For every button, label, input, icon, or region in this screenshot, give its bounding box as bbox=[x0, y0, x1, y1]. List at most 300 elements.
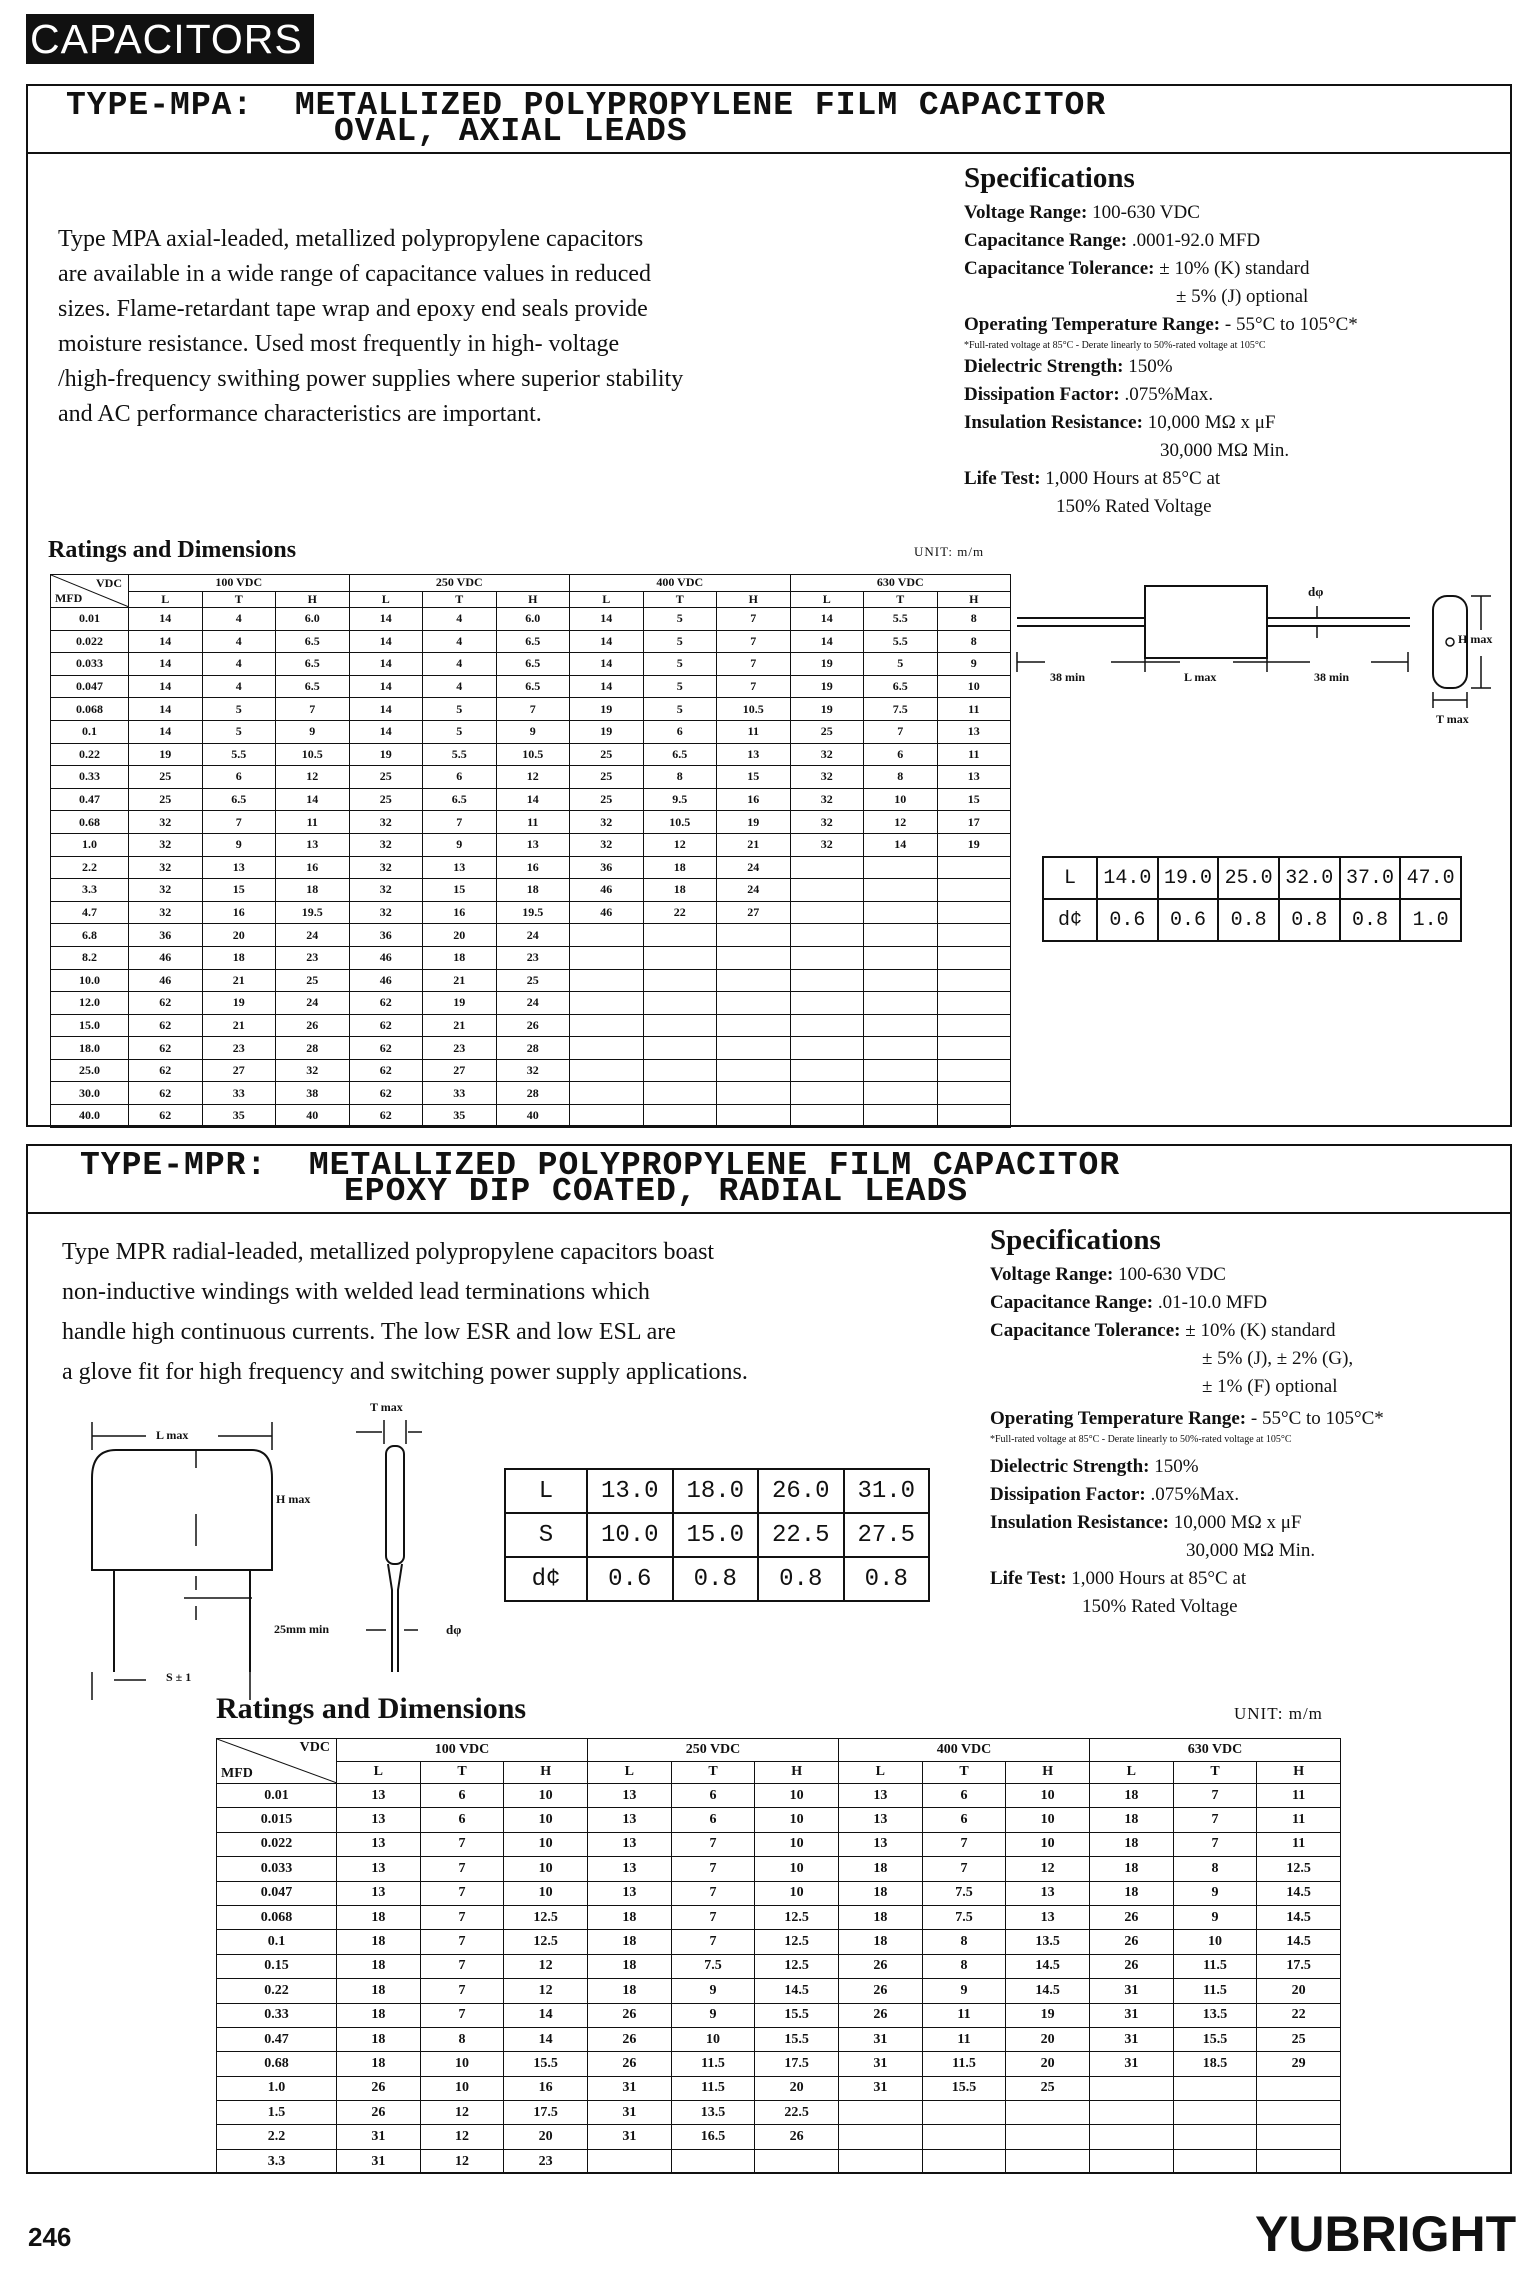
mpa-title-line2: OVAL, AXIAL LEADS bbox=[334, 113, 688, 150]
dimension-cell bbox=[1257, 2149, 1341, 2173]
mfd-cell: 4.7 bbox=[51, 901, 129, 924]
dimension-cell: 17 bbox=[937, 811, 1011, 834]
dimension-cell: 25 bbox=[570, 743, 644, 766]
table-row bbox=[51, 608, 1011, 631]
dimension-cell: 18 bbox=[839, 1857, 923, 1881]
dimension-cell: 20 bbox=[1257, 1979, 1341, 2003]
dimension-cell: 14 bbox=[349, 675, 423, 698]
dimension-cell: 14 bbox=[276, 788, 350, 811]
dimension-cell: 26 bbox=[1090, 1930, 1174, 1954]
dimension-cell: 13 bbox=[1006, 1905, 1090, 1929]
dimension-cell bbox=[717, 969, 791, 992]
mfd-cell: 10.0 bbox=[51, 969, 129, 992]
spec-note: *Full-rated voltage at 85°C - Derate linearly to 50%-rated voltage at 105°C bbox=[990, 1434, 1292, 1445]
dimension-cell: 19 bbox=[1006, 2003, 1090, 2027]
dimension-cell: 15.5 bbox=[755, 2027, 839, 2051]
dimension-cell bbox=[1006, 2149, 1090, 2173]
dimension-cell: 6.5 bbox=[496, 675, 570, 698]
dimension-cell: 32 bbox=[349, 811, 423, 834]
dimension-cell: 18 bbox=[839, 1905, 923, 1929]
dimension-cell: 15.5 bbox=[504, 2052, 588, 2076]
mpr-intro-line: a glove fit for high frequency and switching power supply applications. bbox=[62, 1359, 748, 1385]
dimension-cell: 11 bbox=[922, 2027, 1006, 2051]
dimension-cell: 7 bbox=[420, 1905, 504, 1929]
dim-row-label: d¢ bbox=[505, 1557, 587, 1601]
dimension-cell: 18 bbox=[337, 1905, 421, 1929]
dimension-cell bbox=[1090, 2149, 1174, 2173]
dimension-cell: 13 bbox=[937, 720, 1011, 743]
mfd-cell: 0.47 bbox=[217, 2027, 337, 2051]
mpr-intro-line: non-inductive windings with welded lead terminations which bbox=[62, 1279, 650, 1305]
dimension-cell bbox=[717, 924, 791, 947]
spec-value: 150% Rated Voltage bbox=[1056, 496, 1212, 517]
dim-cell: 13.0 bbox=[587, 1469, 673, 1513]
dimension-cell: 4 bbox=[423, 630, 497, 653]
dimension-cell: 5 bbox=[423, 720, 497, 743]
dimension-cell: 12 bbox=[420, 2125, 504, 2149]
spec-label: Dissipation Factor: bbox=[990, 1484, 1146, 1505]
dimension-cell: 8 bbox=[937, 630, 1011, 653]
dimension-cell bbox=[937, 901, 1011, 924]
dimension-cell: 9 bbox=[937, 653, 1011, 676]
dimension-cell: 27 bbox=[202, 1059, 276, 1082]
dimension-cell: 31 bbox=[839, 2076, 923, 2100]
table-row bbox=[51, 788, 1011, 811]
voltage-header: 630 VDC bbox=[1090, 1739, 1341, 1762]
dimension-subheader: T bbox=[202, 591, 276, 608]
table-row bbox=[217, 1954, 1341, 1978]
dimension-cell: 26 bbox=[588, 2052, 672, 2076]
dimension-cell: 32 bbox=[129, 901, 203, 924]
dimension-cell: 17.5 bbox=[1257, 1954, 1341, 1978]
dimension-cell: 11 bbox=[937, 743, 1011, 766]
dimension-cell: 15 bbox=[937, 788, 1011, 811]
table-row bbox=[217, 1930, 1341, 1954]
dimension-cell bbox=[643, 1014, 717, 1037]
dimension-cell: 16 bbox=[423, 901, 497, 924]
spec-label: Operating Temperature Range: bbox=[990, 1408, 1247, 1429]
dimension-cell: 6.5 bbox=[864, 675, 938, 698]
dimension-cell: 6.5 bbox=[276, 653, 350, 676]
dimension-subheader: T bbox=[1173, 1761, 1257, 1784]
dimension-cell: 19 bbox=[790, 653, 864, 676]
dimension-cell: 7 bbox=[864, 720, 938, 743]
mpr-radial-diagram bbox=[86, 1410, 486, 1700]
mfd-cell: 0.01 bbox=[217, 1784, 337, 1808]
dimension-cell: 7.5 bbox=[922, 1881, 1006, 1905]
mfd-cell: 0.047 bbox=[217, 1881, 337, 1905]
dim-cell: 0.8 bbox=[758, 1557, 844, 1601]
dimension-cell: 6.0 bbox=[276, 608, 350, 631]
dim-cell: 10.0 bbox=[587, 1513, 673, 1557]
dimension-cell: 7 bbox=[671, 1857, 755, 1881]
dimension-cell: 13 bbox=[588, 1857, 672, 1881]
dimension-cell: 12 bbox=[1006, 1857, 1090, 1881]
dimension-cell: 10.5 bbox=[496, 743, 570, 766]
mpa-intro-line: moisture resistance. Used most frequently in high- voltage bbox=[58, 331, 620, 357]
dimension-cell: 26 bbox=[337, 2101, 421, 2125]
mfd-cell: 0.047 bbox=[51, 675, 129, 698]
spec-label: Voltage Range: bbox=[964, 202, 1088, 223]
dimension-cell: 38 bbox=[276, 1082, 350, 1105]
dimension-cell: 14 bbox=[504, 2003, 588, 2027]
dimension-cell: 24 bbox=[717, 879, 791, 902]
corner-vdc-label: VDC bbox=[96, 576, 122, 590]
spec-value: ± 10% (K) standard bbox=[1185, 1320, 1336, 1341]
spec-value: 30,000 MΩ Min. bbox=[1160, 440, 1290, 461]
dimension-subheader: T bbox=[671, 1761, 755, 1784]
voltage-header: 400 VDC bbox=[570, 575, 791, 592]
dimension-cell: 13 bbox=[276, 833, 350, 856]
dimension-cell: 12 bbox=[504, 1979, 588, 2003]
dimension-cell: 12.5 bbox=[504, 1930, 588, 1954]
dimension-cell: 11 bbox=[1257, 1784, 1341, 1808]
mpr-diag-d-label: dφ bbox=[446, 1622, 462, 1637]
dim-cell: 32.0 bbox=[1279, 857, 1340, 899]
dimension-cell: 18 bbox=[337, 2052, 421, 2076]
dimension-cell bbox=[717, 1105, 791, 1128]
spec-label: Capacitance Range: bbox=[964, 230, 1128, 251]
dimension-cell bbox=[922, 2125, 1006, 2149]
dimension-subheader: T bbox=[643, 591, 717, 608]
dimension-cell: 7 bbox=[671, 1832, 755, 1856]
dimension-cell: 62 bbox=[349, 1014, 423, 1037]
table-row bbox=[51, 992, 1011, 1015]
dimension-cell: 18 bbox=[588, 1930, 672, 1954]
dimension-cell: 25 bbox=[496, 969, 570, 992]
spec-value: 1,000 Hours at 85°C at bbox=[1071, 1568, 1247, 1589]
dim-cell: 31.0 bbox=[844, 1469, 930, 1513]
dimension-subheader: H bbox=[276, 591, 350, 608]
spec-label: Capacitance Tolerance: bbox=[990, 1320, 1181, 1341]
mfd-cell: 1.5 bbox=[217, 2101, 337, 2125]
dimension-cell: 12 bbox=[420, 2149, 504, 2173]
dimension-cell: 10.5 bbox=[643, 811, 717, 834]
mfd-cell: 12.0 bbox=[51, 992, 129, 1015]
dimension-cell bbox=[864, 969, 938, 992]
spec-value: 1,000 Hours at 85°C at bbox=[1045, 468, 1221, 489]
dimension-cell: 46 bbox=[349, 946, 423, 969]
mfd-cell: 3.3 bbox=[217, 2149, 337, 2173]
dimension-cell: 31 bbox=[1090, 2003, 1174, 2027]
dimension-cell: 13.5 bbox=[1173, 2003, 1257, 2027]
dimension-cell: 13 bbox=[588, 1808, 672, 1832]
mpr-specs bbox=[990, 1224, 1510, 1621]
dimension-cell bbox=[864, 1014, 938, 1037]
dimension-cell: 14.5 bbox=[1257, 1881, 1341, 1905]
dimension-cell: 62 bbox=[349, 1059, 423, 1082]
voltage-header: 250 VDC bbox=[349, 575, 570, 592]
dimension-cell bbox=[937, 1014, 1011, 1037]
dimension-cell bbox=[717, 1059, 791, 1082]
dimension-cell: 6 bbox=[423, 766, 497, 789]
dimension-cell bbox=[643, 924, 717, 947]
dimension-cell: 12.5 bbox=[504, 1905, 588, 1929]
dimension-cell: 40 bbox=[496, 1105, 570, 1128]
dimension-cell: 6.0 bbox=[496, 608, 570, 631]
mpa-diag-t-label: T max bbox=[1436, 712, 1469, 726]
dimension-cell: 13 bbox=[839, 1784, 923, 1808]
dimension-cell bbox=[755, 2149, 839, 2173]
dimension-cell: 8 bbox=[922, 1954, 1006, 1978]
dimension-cell: 21 bbox=[202, 1014, 276, 1037]
dimension-cell: 32 bbox=[349, 879, 423, 902]
mfd-cell: 0.68 bbox=[51, 811, 129, 834]
dimension-cell: 14 bbox=[864, 833, 938, 856]
dimension-cell bbox=[937, 946, 1011, 969]
dim-cell: 0.6 bbox=[1097, 899, 1158, 941]
dimension-cell: 11.5 bbox=[1173, 1979, 1257, 2003]
dimension-cell: 19 bbox=[937, 833, 1011, 856]
dimension-cell: 32 bbox=[790, 788, 864, 811]
dimension-cell: 13.5 bbox=[671, 2101, 755, 2125]
dimension-cell: 18 bbox=[496, 879, 570, 902]
dimension-cell bbox=[864, 992, 938, 1015]
dimension-cell: 23 bbox=[423, 1037, 497, 1060]
dimension-subheader: L bbox=[588, 1761, 672, 1784]
dimension-cell: 10 bbox=[504, 1808, 588, 1832]
dim-cell: 1.0 bbox=[1400, 899, 1461, 941]
dimension-cell bbox=[643, 1105, 717, 1128]
dim-cell: 27.5 bbox=[844, 1513, 930, 1557]
dimension-cell: 6.5 bbox=[276, 675, 350, 698]
spec-value: .075%Max. bbox=[1124, 384, 1214, 405]
dimension-cell: 40 bbox=[276, 1105, 350, 1128]
table-row bbox=[51, 1105, 1011, 1128]
dimension-cell: 28 bbox=[496, 1082, 570, 1105]
mfd-cell: 25.0 bbox=[51, 1059, 129, 1082]
dim-cell: 0.8 bbox=[1218, 899, 1279, 941]
dimension-cell: 11.5 bbox=[671, 2076, 755, 2100]
dimension-cell: 21 bbox=[717, 833, 791, 856]
dimension-cell: 4 bbox=[423, 653, 497, 676]
dimension-cell: 25 bbox=[1257, 2027, 1341, 2051]
table-row bbox=[217, 2052, 1341, 2076]
dimension-cell: 19 bbox=[570, 720, 644, 743]
dim-cell: 19.0 bbox=[1158, 857, 1219, 899]
dimension-cell bbox=[937, 1082, 1011, 1105]
dimension-cell: 13 bbox=[937, 766, 1011, 789]
spec-label: Voltage Range: bbox=[990, 1264, 1114, 1285]
dimension-cell: 32 bbox=[570, 833, 644, 856]
dimension-cell: 31 bbox=[337, 2149, 421, 2173]
dimension-cell: 8 bbox=[420, 2027, 504, 2051]
dimension-cell: 8 bbox=[937, 608, 1011, 631]
dimension-cell: 7 bbox=[922, 1857, 1006, 1881]
dimension-cell: 13 bbox=[496, 833, 570, 856]
dimension-cell bbox=[643, 992, 717, 1015]
dimension-cell: 9 bbox=[922, 1979, 1006, 2003]
dimension-cell: 10 bbox=[420, 2076, 504, 2100]
dimension-cell: 13 bbox=[839, 1808, 923, 1832]
dimension-cell: 6.5 bbox=[276, 630, 350, 653]
table-row bbox=[51, 1059, 1011, 1082]
dimension-cell bbox=[937, 879, 1011, 902]
dimension-cell: 62 bbox=[129, 1105, 203, 1128]
dimension-cell: 5 bbox=[643, 653, 717, 676]
dimension-cell: 8 bbox=[922, 1930, 1006, 1954]
dimension-cell: 13 bbox=[588, 1881, 672, 1905]
dimension-cell bbox=[839, 2149, 923, 2173]
dimension-cell: 14 bbox=[570, 675, 644, 698]
dimension-cell: 31 bbox=[839, 2052, 923, 2076]
table-row bbox=[217, 2149, 1341, 2173]
dimension-cell: 10 bbox=[1006, 1832, 1090, 1856]
mfd-cell: 0.068 bbox=[217, 1905, 337, 1929]
dimension-cell: 13 bbox=[423, 856, 497, 879]
dimension-cell: 25 bbox=[129, 788, 203, 811]
dimension-cell bbox=[937, 1037, 1011, 1060]
dimension-cell: 31 bbox=[1090, 1979, 1174, 2003]
dimension-cell: 62 bbox=[349, 1105, 423, 1128]
dimension-cell: 7 bbox=[717, 675, 791, 698]
dimension-cell: 7 bbox=[717, 608, 791, 631]
dimension-cell bbox=[1257, 2076, 1341, 2100]
dimension-cell bbox=[790, 992, 864, 1015]
mpr-intro-line: Type MPR radial-leaded, metallized polypropylene capacitors boast bbox=[62, 1239, 715, 1265]
dimension-cell: 7 bbox=[420, 1857, 504, 1881]
dimension-cell: 20 bbox=[504, 2125, 588, 2149]
mfd-cell: 40.0 bbox=[51, 1105, 129, 1128]
dim-cell: 26.0 bbox=[758, 1469, 844, 1513]
mfd-cell: 6.8 bbox=[51, 924, 129, 947]
table-row bbox=[51, 1037, 1011, 1060]
mpr-intro-line: handle high continuous currents. The low ESR and low ESL are bbox=[62, 1319, 676, 1345]
dimension-cell: 13.5 bbox=[1006, 1930, 1090, 1954]
mpa-specs-heading: Specifications bbox=[964, 162, 1135, 194]
table-row bbox=[217, 1857, 1341, 1881]
dimension-cell: 5 bbox=[423, 698, 497, 721]
brand-logo: YUBRIGHT bbox=[1255, 2206, 1517, 2262]
dimension-cell: 14.5 bbox=[755, 1979, 839, 2003]
spec-label: Operating Temperature Range: bbox=[964, 314, 1221, 335]
dimension-cell: 13 bbox=[337, 1808, 421, 1832]
table-row bbox=[217, 1784, 1341, 1808]
page-number: 246 bbox=[28, 2222, 72, 2252]
spec-label: Insulation Resistance: bbox=[964, 412, 1143, 433]
dimension-cell bbox=[1006, 2101, 1090, 2125]
dimension-cell: 9 bbox=[276, 720, 350, 743]
mfd-cell: 0.22 bbox=[51, 743, 129, 766]
dim-cell: 37.0 bbox=[1340, 857, 1401, 899]
voltage-header: 100 VDC bbox=[129, 575, 350, 592]
dim-row-label: L bbox=[505, 1469, 587, 1513]
dimension-cell: 8 bbox=[643, 766, 717, 789]
dimension-cell bbox=[1173, 2125, 1257, 2149]
dimension-cell: 5 bbox=[643, 675, 717, 698]
dimension-cell: 5.5 bbox=[202, 743, 276, 766]
dimension-subheader: H bbox=[496, 591, 570, 608]
dim-cell: 18.0 bbox=[673, 1469, 759, 1513]
dimension-cell: 10 bbox=[504, 1857, 588, 1881]
dimension-cell: 7 bbox=[276, 698, 350, 721]
dimension-cell: 21 bbox=[423, 969, 497, 992]
dimension-cell bbox=[864, 1082, 938, 1105]
voltage-header: 100 VDC bbox=[337, 1739, 588, 1762]
dimension-cell: 24 bbox=[496, 992, 570, 1015]
table-row bbox=[51, 1014, 1011, 1037]
dimension-cell: 11.5 bbox=[671, 2052, 755, 2076]
mpa-axial-diagram bbox=[1015, 576, 1495, 736]
dimension-cell: 62 bbox=[129, 1082, 203, 1105]
dimension-cell: 24 bbox=[276, 992, 350, 1015]
dimension-cell: 18 bbox=[588, 1979, 672, 2003]
dim-cell: 0.8 bbox=[1340, 899, 1401, 941]
dimension-cell bbox=[570, 1014, 644, 1037]
dimension-cell: 26 bbox=[839, 1954, 923, 1978]
dimension-cell bbox=[1090, 2076, 1174, 2100]
dimension-cell: 32 bbox=[790, 766, 864, 789]
dimension-cell bbox=[790, 901, 864, 924]
dimension-cell: 8 bbox=[1173, 1857, 1257, 1881]
dimension-cell: 6 bbox=[202, 766, 276, 789]
dimension-cell: 9 bbox=[423, 833, 497, 856]
dimension-cell: 23 bbox=[202, 1037, 276, 1060]
dimension-cell: 62 bbox=[129, 992, 203, 1015]
dimension-cell bbox=[922, 2101, 1006, 2125]
spec-value: 100-630 VDC bbox=[1118, 1264, 1226, 1285]
table-row bbox=[217, 1832, 1341, 1856]
dimension-cell: 26 bbox=[496, 1014, 570, 1037]
dimension-cell bbox=[643, 1059, 717, 1082]
dimension-cell: 6.5 bbox=[423, 788, 497, 811]
dimension-cell: 10 bbox=[504, 1881, 588, 1905]
table-row bbox=[51, 811, 1011, 834]
voltage-header: 250 VDC bbox=[588, 1739, 839, 1762]
dimension-cell bbox=[1006, 2125, 1090, 2149]
spec-value: 30,000 MΩ Min. bbox=[1186, 1540, 1316, 1561]
dimension-cell: 18 bbox=[1090, 1881, 1174, 1905]
table-row bbox=[51, 1082, 1011, 1105]
dimension-subheader: H bbox=[937, 591, 1011, 608]
mfd-cell: 18.0 bbox=[51, 1037, 129, 1060]
dimension-subheader: H bbox=[755, 1761, 839, 1784]
dimension-cell: 13 bbox=[588, 1832, 672, 1856]
dimension-cell: 11.5 bbox=[1173, 1954, 1257, 1978]
dimension-cell bbox=[937, 856, 1011, 879]
mpr-title-divider bbox=[26, 1212, 1512, 1214]
dimension-cell: 14 bbox=[570, 630, 644, 653]
dimension-cell: 6 bbox=[922, 1808, 1006, 1832]
dimension-cell: 18.5 bbox=[1173, 2052, 1257, 2076]
dimension-cell: 25 bbox=[349, 766, 423, 789]
mpa-title-line1: TYPE-MPA: METALLIZED POLYPROPYLENE FILM CAPACITOR bbox=[66, 87, 1107, 124]
dimension-cell: 11 bbox=[1257, 1808, 1341, 1832]
dimension-cell: 4 bbox=[423, 608, 497, 631]
mpr-diag-lead-label: 25mm min bbox=[274, 1622, 329, 1636]
dimension-cell: 13 bbox=[202, 856, 276, 879]
dimension-cell: 14 bbox=[504, 2027, 588, 2051]
dimension-cell: 7 bbox=[423, 811, 497, 834]
dimension-cell bbox=[1257, 2125, 1341, 2149]
dimension-cell bbox=[570, 946, 644, 969]
dimension-cell: 19 bbox=[790, 675, 864, 698]
dim-row-label: S bbox=[505, 1513, 587, 1557]
dimension-subheader: L bbox=[790, 591, 864, 608]
dimension-cell: 7 bbox=[671, 1930, 755, 1954]
dimension-cell: 26 bbox=[755, 2125, 839, 2149]
dimension-cell: 25 bbox=[1006, 2076, 1090, 2100]
dimension-cell: 32 bbox=[129, 833, 203, 856]
corner-mfd-label: MFD bbox=[55, 591, 83, 605]
dimension-cell: 5 bbox=[643, 698, 717, 721]
dimension-cell: 8 bbox=[864, 766, 938, 789]
dim-row-label: d¢ bbox=[1043, 899, 1097, 941]
mpa-intro-line: sizes. Flame-retardant tape wrap and epoxy end seals provide bbox=[58, 296, 648, 322]
dimension-cell: 29 bbox=[1257, 2052, 1341, 2076]
dimension-cell: 25 bbox=[570, 788, 644, 811]
mpr-diag-s-label: S ± 1 bbox=[166, 1670, 192, 1684]
